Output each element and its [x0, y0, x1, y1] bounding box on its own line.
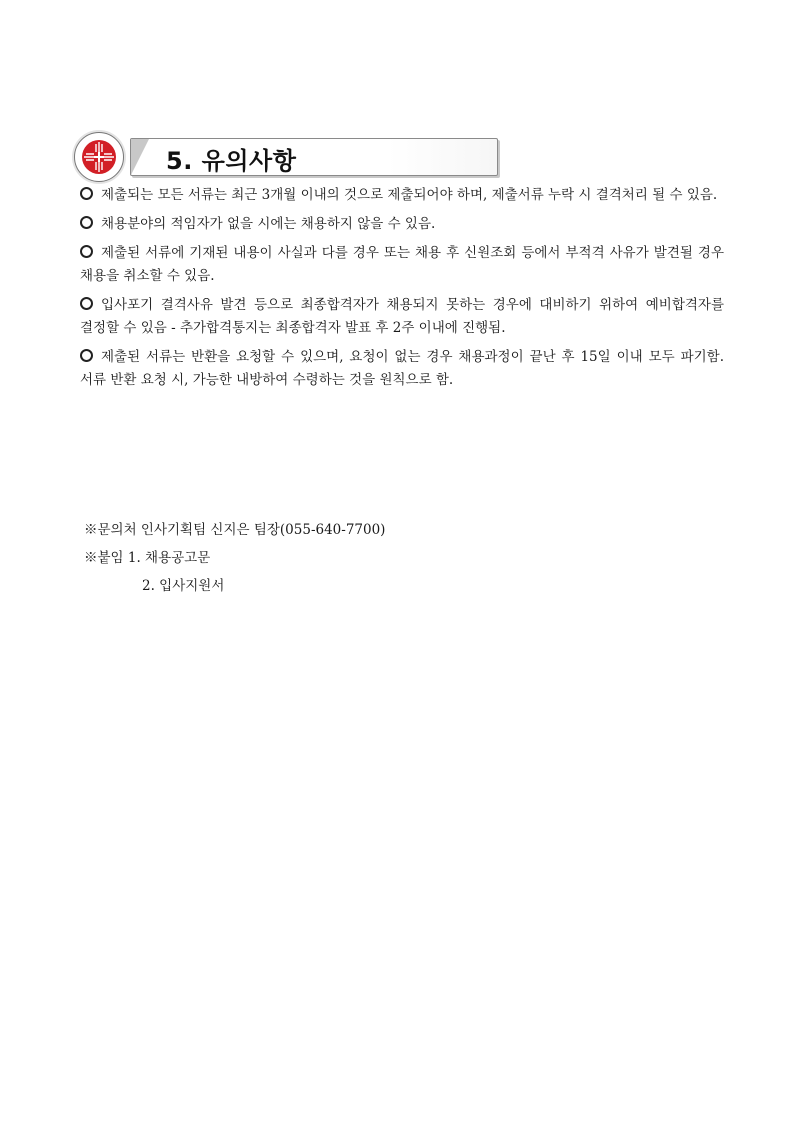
note-text: 채용분야의 적임자가 없을 시에는 채용하지 않을 수 있음. [101, 216, 436, 232]
inquiry-line: ※문의처 인사기획팀 신지은 팀장(055-640-7700) [84, 522, 386, 538]
section-header [74, 132, 498, 180]
notes-list [80, 184, 724, 398]
note-item [80, 294, 724, 340]
note-item [80, 213, 724, 236]
hollow-circle-bullet-icon [80, 187, 93, 200]
header-wedge [131, 139, 149, 175]
contact-block [84, 516, 724, 600]
note-item [80, 346, 724, 392]
attachment-line-1: ※붙임 1. 채용공고문 [84, 550, 211, 566]
note-text: 입사포기 결격사유 발견 등으로 최종합격자가 채용되지 못하는 경우에 대비하기 위하여 예비합격자를 결정할 수 있음 - 추가합격통지는 최종합격자 발표 후 2주 이내에 진행됨. [80, 297, 724, 336]
hollow-circle-bullet-icon [80, 216, 93, 229]
caritas-logo-icon [74, 132, 124, 182]
attachment-line-2: 2. 입사지원서 [142, 578, 225, 594]
note-text: 제출되는 모든 서류는 최근 3개월 이내의 것으로 제출되어야 하며, 제출서류 누락 시 결격처리 될 수 있음. [101, 187, 718, 203]
hollow-circle-bullet-icon [80, 349, 93, 362]
note-item [80, 184, 724, 207]
hollow-circle-bullet-icon [80, 297, 93, 310]
note-text: 제출된 서류는 반환을 요청할 수 있으며, 요청이 없는 경우 채용과정이 끝난 후 15일 이내 모두 파기함. 서류 반환 요청 시, 가능한 내방하여 수령하는 것을 원칙으로 함. [80, 349, 724, 388]
note-item [80, 242, 724, 288]
hollow-circle-bullet-icon [80, 245, 93, 258]
note-text: 제출된 서류에 기재된 내용이 사실과 다를 경우 또는 채용 후 신원조회 등에서 부적격 사유가 발견될 경우 채용을 취소할 수 있음. [80, 245, 724, 284]
section-title: 5. 유의사항 [166, 147, 297, 175]
